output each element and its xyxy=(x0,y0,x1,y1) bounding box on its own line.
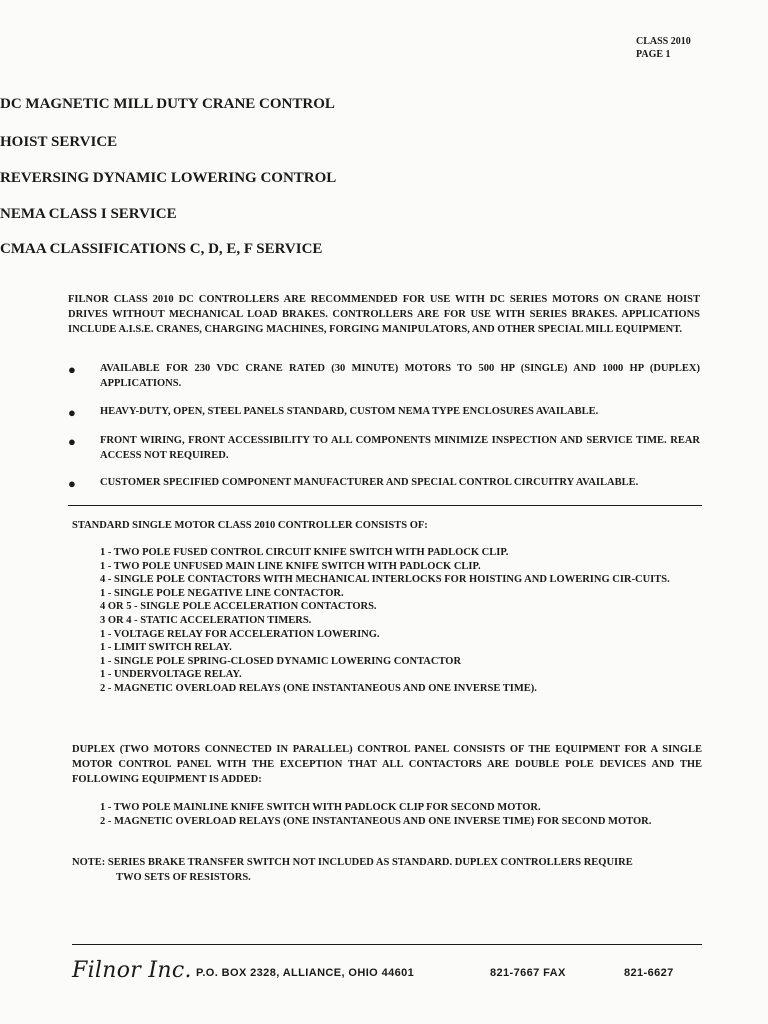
title-cmaa-classifications: CMAA CLASSIFICATIONS C, D, E, F SERVICE xyxy=(0,241,323,257)
title-hoist-service: HOIST SERVICE xyxy=(0,134,118,150)
list-item: 1 - TWO POLE MAINLINE KNIFE SWITCH WITH PADLOCK CLIP FOR SECOND MOTOR. xyxy=(100,802,541,813)
bullet-text: AVAILABLE FOR 230 VDC CRANE RATED (30 MINUTE) MOTORS TO 500 HP (SINGLE) AND 1000 HP (DUPLEX) APPLICATIONS. xyxy=(100,363,700,389)
standard-component-list xyxy=(100,546,702,696)
bullet-dot-icon: ● xyxy=(68,405,76,420)
bullet-text: CUSTOMER SPECIFIED COMPONENT MANUFACTURER AND SPECIAL CONTROL CIRCUITRY AVAILABLE. xyxy=(100,477,639,488)
list-item: 1 - SINGLE POLE SPRING-CLOSED DYNAMIC LOWERING CONTACTOR xyxy=(100,655,462,667)
title-main: DC MAGNETIC MILL DUTY CRANE CONTROL xyxy=(0,96,335,112)
note-line: TWO SETS OF RESISTORS. xyxy=(116,872,251,883)
note-paragraph xyxy=(72,855,702,885)
footer-divider xyxy=(72,944,702,945)
company-logo: Filnor Inc. xyxy=(72,958,192,983)
intro-paragraph: FILNOR CLASS 2010 DC CONTROLLERS ARE RECOMMENDED FOR USE WITH DC SERIES MOTORS ON CRANE HOIST DRIVES WITHOUT MECHANICAL LOAD BRAKES. CONTROLLERS ARE FOR USE WITH SERIES BRAKES. APPLICATIONS INCLUDE A.I.S.E. CRANES, CHARGING MACHINES, FORGING MANIPULATORS, AND OTHER SPECIAL MILL EQUIPMENT. xyxy=(68,294,700,335)
bullet-item xyxy=(68,362,700,391)
list-item: 1 - SINGLE POLE NEGATIVE LINE CONTACTOR. xyxy=(100,587,344,599)
list-item: 2 - MAGNETIC OVERLOAD RELAYS (ONE INSTANTANEOUS AND ONE INVERSE TIME). xyxy=(100,682,537,694)
list-item: 1 - UNDERVOLTAGE RELAY. xyxy=(100,669,242,681)
bullet-item xyxy=(68,405,700,420)
list-item: 1 - TWO POLE FUSED CONTROL CIRCUIT KNIFE SWITCH WITH PADLOCK CLIP. xyxy=(100,547,509,558)
title-nema-class: NEMA CLASS I SERVICE xyxy=(0,206,177,222)
duplex-component-list xyxy=(100,801,702,829)
bullet-dot-icon: ● xyxy=(68,476,76,491)
class-label: CLASS 2010 xyxy=(636,36,691,47)
page-label: PAGE 1 xyxy=(636,49,671,60)
bullet-item xyxy=(68,476,700,491)
list-item: 3 OR 4 - STATIC ACCELERATION TIMERS. xyxy=(100,614,312,626)
company-phone: 821-7667 FAX xyxy=(490,967,566,979)
section-divider xyxy=(68,505,702,506)
bullet-dot-icon: ● xyxy=(68,362,76,377)
title-reversing-control: REVERSING DYNAMIC LOWERING CONTROL xyxy=(0,170,337,186)
list-item: 2 - MAGNETIC OVERLOAD RELAYS (ONE INSTANTANEOUS AND ONE INVERSE TIME) FOR SECOND MOTOR. xyxy=(100,816,652,827)
bullet-text: FRONT WIRING, FRONT ACCESSIBILITY TO ALL COMPONENTS MINIMIZE INSPECTION AND SERVICE TIME. REAR ACCESS NOT REQUIRED. xyxy=(100,435,700,461)
list-item: 1 - LIMIT SWITCH RELAY. xyxy=(100,642,232,654)
duplex-paragraph: DUPLEX (TWO MOTORS CONNECTED IN PARALLEL) CONTROL PANEL CONSISTS OF THE EQUIPMENT FOR A SINGLE MOTOR CONTROL PANEL WITH THE EXCEPTION THAT ALL CONTACTORS ARE DOUBLE POLE DEVICES AND THE FOLLOWING EQUIPMENT IS ADDED: xyxy=(72,744,702,785)
bullet-dot-icon: ● xyxy=(68,434,76,449)
list-item: 4 OR 5 - SINGLE POLE ACCELERATION CONTACTORS. xyxy=(100,601,377,613)
list-item: 1 - VOLTAGE RELAY FOR ACCELERATION LOWERING. xyxy=(100,628,380,640)
note-line: NOTE: SERIES BRAKE TRANSFER SWITCH NOT INCLUDED AS STANDARD. DUPLEX CONTROLLERS REQUIRE xyxy=(72,857,633,868)
class-page-label xyxy=(636,35,691,61)
footer xyxy=(72,958,702,988)
list-item: 4 - SINGLE POLE CONTACTORS WITH MECHANICAL INTERLOCKS FOR HOISTING AND LOWERING CIR-CUITS. xyxy=(100,574,670,586)
company-fax: 821-6627 xyxy=(624,967,674,979)
bullet-item xyxy=(68,434,700,463)
bullet-text: HEAVY-DUTY, OPEN, STEEL PANELS STANDARD, CUSTOM NEMA TYPE ENCLOSURES AVAILABLE. xyxy=(100,406,599,417)
list-item: 1 - TWO POLE UNFUSED MAIN LINE KNIFE SWITCH WITH PADLOCK CLIP. xyxy=(100,560,481,572)
standard-controller-heading: STANDARD SINGLE MOTOR CLASS 2010 CONTROLLER CONSISTS OF: xyxy=(72,520,428,531)
company-address: P.O. BOX 2328, ALLIANCE, OHIO 44601 xyxy=(196,967,415,979)
